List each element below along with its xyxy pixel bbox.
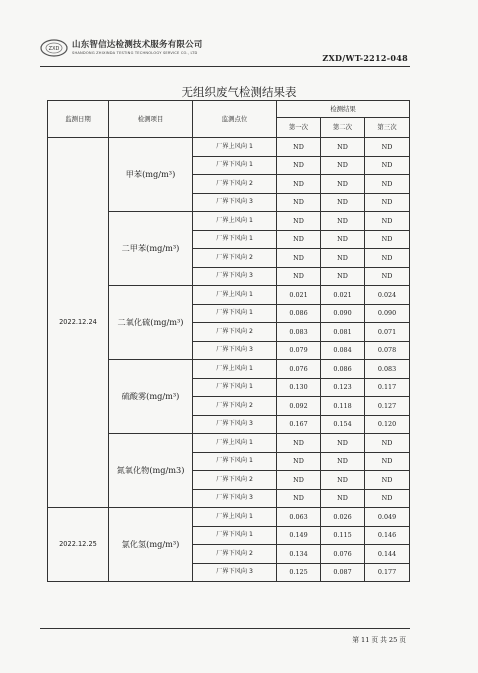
cell-item: 硫酸雾(mg/m³) (109, 360, 193, 434)
cell-value: ND (365, 230, 410, 249)
cell-value: ND (321, 452, 365, 471)
cell-value: ND (277, 193, 321, 212)
cell-point: 厂界下风向 2 (193, 249, 277, 268)
cell-value: ND (277, 156, 321, 175)
header-point: 监测点位 (193, 101, 277, 138)
cell-value: 0.086 (321, 360, 365, 379)
cell-value: 0.076 (321, 545, 365, 564)
cell-value: 0.084 (321, 341, 365, 360)
cell-item: 二氧化硫(mg/m³) (109, 286, 193, 360)
cell-value: ND (365, 267, 410, 286)
cell-date: 2022.12.25 (48, 508, 109, 582)
cell-point: 厂界下风向 1 (193, 230, 277, 249)
cell-point: 厂界下风向 3 (193, 193, 277, 212)
cell-point: 厂界上风向 1 (193, 434, 277, 453)
cell-value: 0.134 (277, 545, 321, 564)
cell-value: 0.117 (365, 378, 410, 397)
header-result: 检测结果 (277, 101, 410, 118)
cell-value: 0.127 (365, 397, 410, 416)
cell-value: 0.144 (365, 545, 410, 564)
cell-value: 0.026 (321, 508, 365, 527)
cell-value: ND (321, 434, 365, 453)
cell-value: 0.086 (277, 304, 321, 323)
cell-value: ND (365, 434, 410, 453)
cell-value: ND (321, 138, 365, 157)
cell-value: ND (365, 156, 410, 175)
cell-value: ND (365, 471, 410, 490)
cell-value: 0.071 (365, 323, 410, 342)
table-row (48, 138, 410, 157)
cell-value: ND (321, 267, 365, 286)
cell-value: 0.090 (321, 304, 365, 323)
cell-value: 0.076 (277, 360, 321, 379)
cell-point: 厂界下风向 2 (193, 397, 277, 416)
document-number: ZXD/WT-2212-048 (322, 53, 408, 63)
cell-value: 0.149 (277, 526, 321, 545)
cell-value: ND (277, 138, 321, 157)
header-item: 检测项目 (109, 101, 193, 138)
cell-value: 0.063 (277, 508, 321, 527)
cell-value: ND (277, 471, 321, 490)
cell-point: 厂界下风向 1 (193, 156, 277, 175)
header-run-2: 第二次 (321, 118, 365, 138)
company-logo-icon (40, 38, 68, 58)
cell-value: ND (365, 138, 410, 157)
cell-value: 0.087 (321, 563, 365, 582)
cell-point: 厂界下风向 2 (193, 323, 277, 342)
cell-value: ND (321, 489, 365, 508)
cell-point: 厂界下风向 3 (193, 341, 277, 360)
cell-value: ND (321, 193, 365, 212)
cell-value: 0.092 (277, 397, 321, 416)
cell-value: 0.115 (321, 526, 365, 545)
cell-value: 0.021 (277, 286, 321, 305)
cell-value: 0.078 (365, 341, 410, 360)
header-run-3: 第三次 (365, 118, 410, 138)
cell-point: 厂界上风向 1 (193, 212, 277, 231)
cell-value: 0.049 (365, 508, 410, 527)
cell-value: ND (277, 249, 321, 268)
cell-value: 0.177 (365, 563, 410, 582)
cell-value: ND (365, 212, 410, 231)
cell-date: 2022.12.24 (48, 138, 109, 508)
cell-value: 0.167 (277, 415, 321, 434)
cell-value: 0.021 (321, 286, 365, 305)
cell-value: 0.120 (365, 415, 410, 434)
cell-value: 0.146 (365, 526, 410, 545)
cell-value: 0.083 (365, 360, 410, 379)
company-name-en: SHANDONG ZHIXINDA TESTING TECHNOLOGY SERVICE CO., LTD (72, 51, 198, 55)
cell-point: 厂界下风向 3 (193, 563, 277, 582)
cell-value: 0.125 (277, 563, 321, 582)
page-title: 无组织废气检测结果表 (181, 85, 297, 99)
cell-point: 厂界下风向 3 (193, 267, 277, 286)
cell-value: ND (321, 156, 365, 175)
cell-value: 0.081 (321, 323, 365, 342)
cell-point: 厂界下风向 1 (193, 452, 277, 471)
cell-value: ND (321, 212, 365, 231)
page-number: 第 11 页 共 25 页 (352, 636, 406, 644)
cell-point: 厂界下风向 2 (193, 175, 277, 194)
company-name-cn: 山东智信达检测技术服务有限公司 (72, 40, 203, 50)
cell-value: 0.090 (365, 304, 410, 323)
cell-point: 厂界下风向 2 (193, 471, 277, 490)
cell-value: ND (277, 489, 321, 508)
cell-value: ND (365, 489, 410, 508)
cell-value: ND (365, 175, 410, 194)
header-divider (40, 66, 410, 67)
cell-value: 0.118 (321, 397, 365, 416)
cell-value: 0.083 (277, 323, 321, 342)
cell-item: 二甲苯(mg/m³) (109, 212, 193, 286)
cell-point: 厂界上风向 1 (193, 286, 277, 305)
cell-value: 0.079 (277, 341, 321, 360)
cell-value: ND (277, 175, 321, 194)
cell-point: 厂界下风向 3 (193, 415, 277, 434)
cell-point: 厂界下风向 1 (193, 304, 277, 323)
cell-point: 厂界下风向 3 (193, 489, 277, 508)
cell-value: ND (365, 193, 410, 212)
cell-value: ND (277, 452, 321, 471)
cell-value: ND (277, 212, 321, 231)
cell-value: ND (321, 175, 365, 194)
cell-value: ND (321, 471, 365, 490)
logo-text: ZXD (48, 46, 60, 52)
footer-divider (40, 628, 410, 629)
cell-point: 厂界上风向 1 (193, 138, 277, 157)
cell-value: 0.154 (321, 415, 365, 434)
cell-value: ND (277, 267, 321, 286)
cell-value: 0.024 (365, 286, 410, 305)
cell-item: 氮氧化物(mg/m3) (109, 434, 193, 508)
cell-value: ND (365, 452, 410, 471)
header-date: 监测日期 (48, 101, 109, 138)
cell-point: 厂界上风向 1 (193, 360, 277, 379)
cell-point: 厂界下风向 1 (193, 526, 277, 545)
cell-value: 0.130 (277, 378, 321, 397)
cell-value: ND (321, 249, 365, 268)
results-table (47, 100, 410, 582)
cell-point: 厂界下风向 1 (193, 378, 277, 397)
cell-value: ND (277, 434, 321, 453)
cell-value: 0.123 (321, 378, 365, 397)
header-run-1: 第一次 (277, 118, 321, 138)
cell-item: 氯化氢(mg/m³) (109, 508, 193, 582)
cell-point: 厂界下风向 2 (193, 545, 277, 564)
cell-item: 甲苯(mg/m³) (109, 138, 193, 212)
cell-point: 厂界上风向 1 (193, 508, 277, 527)
table-row (48, 508, 410, 527)
cell-value: ND (365, 249, 410, 268)
cell-value: ND (321, 230, 365, 249)
cell-value: ND (277, 230, 321, 249)
